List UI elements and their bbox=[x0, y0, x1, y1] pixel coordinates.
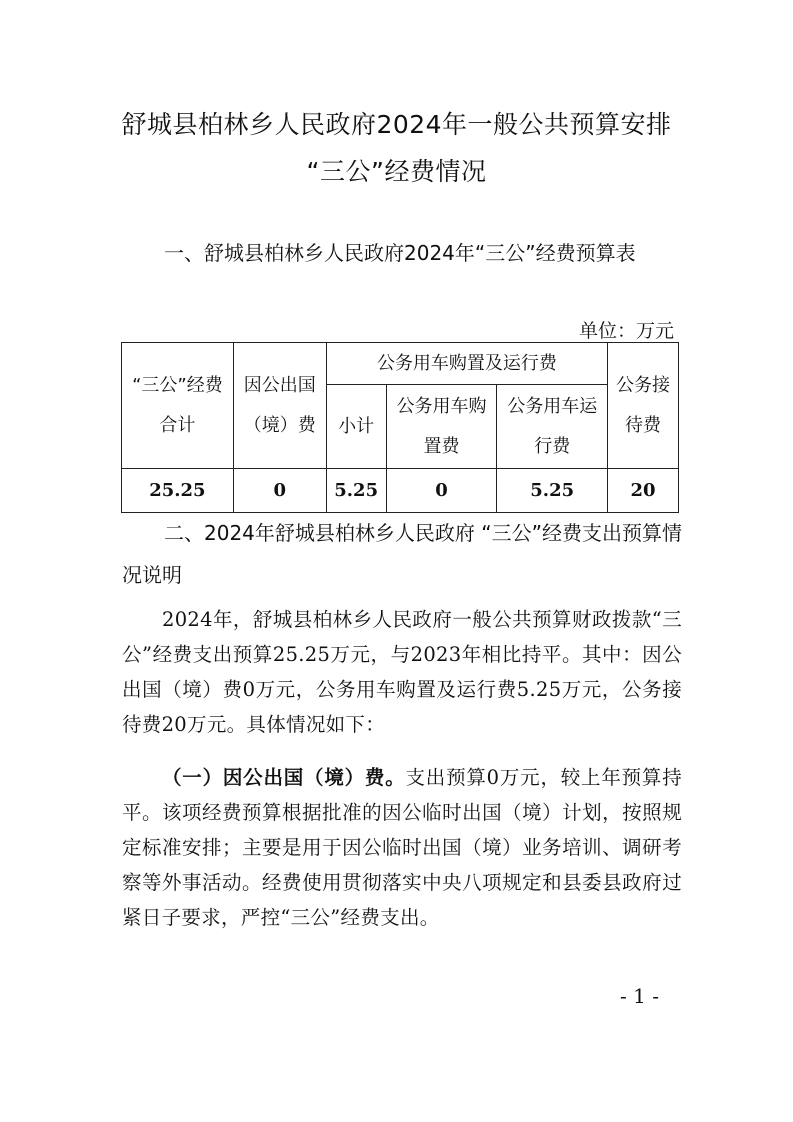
paragraph-summary: 2024年，舒城县柏林乡人民政府一般公共预算财政拨款“三公”经费支出预算25.25万元，与2023年相比持平。其中：因公出国（境）费0万元，公务用车购置及运行费5.25万元，公务接待费20万元。具体情况如下： bbox=[122, 608, 682, 736]
header-purchase: 公务用车购置费 bbox=[386, 385, 497, 469]
value-total: 25.25 bbox=[122, 469, 234, 513]
paragraph-abroad-lead: （一）因公出国（境）费。 bbox=[162, 766, 406, 789]
document-title-line1: 舒城县柏林乡人民政府2024年一般公共预算安排 bbox=[121, 110, 672, 139]
value-purchase: 0 bbox=[386, 469, 497, 513]
value-reception: 20 bbox=[608, 469, 679, 513]
header-abroad: 因公出国（境）费 bbox=[233, 343, 326, 469]
header-total: “三公”经费合计 bbox=[122, 343, 234, 469]
value-abroad: 0 bbox=[233, 469, 326, 513]
paragraph-abroad-body: 支出预算0万元，较上年预算持平。该项经费预算根据批准的因公临时出国（境）计划，按照规定标准安排；主要是用于因公临时出国（境）业务培训、调研考察等外事活动。经费使用贯彻落实中央八项规定和县委县政府过紧日子要求，严控“三公”经费支出。 bbox=[122, 766, 682, 929]
document-title-line2: “三公”经费情况 bbox=[306, 157, 487, 186]
table-unit: 单位：万元 bbox=[578, 320, 674, 342]
value-subtotal: 5.25 bbox=[326, 469, 386, 513]
header-reception: 公务接待费 bbox=[608, 343, 679, 469]
section2-heading: 二、2024年舒城县柏林乡人民政府 “三公”经费支出预算情况说明 bbox=[122, 521, 682, 587]
value-operation: 5.25 bbox=[497, 469, 608, 513]
header-operation: 公务用车运行费 bbox=[497, 385, 608, 469]
page-number: - 1 - bbox=[620, 984, 659, 1008]
paragraph-abroad bbox=[122, 760, 682, 935]
section1-heading: 一、舒城县柏林乡人民政府2024年“三公”经费预算表 bbox=[164, 241, 636, 265]
header-subtotal: 小计 bbox=[326, 385, 386, 469]
budget-table bbox=[121, 342, 679, 513]
header-vehicle-group: 公务用车购置及运行费 bbox=[326, 343, 607, 385]
